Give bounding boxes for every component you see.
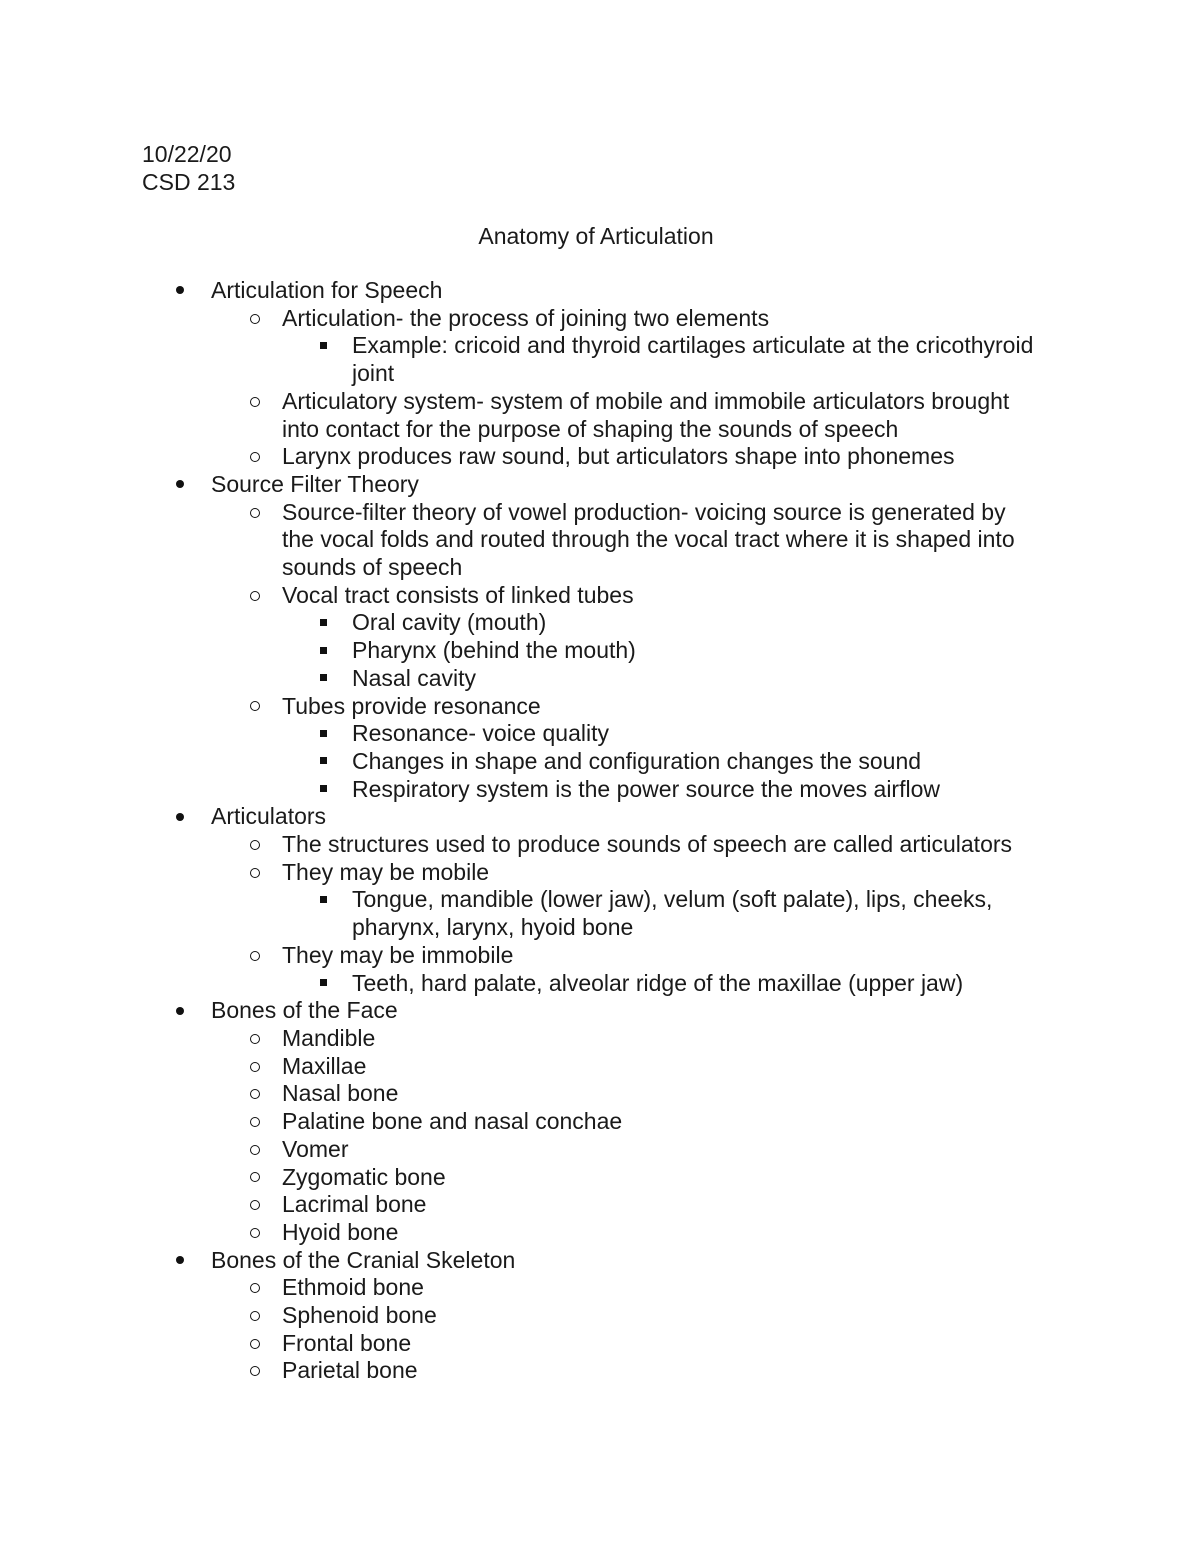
outline-item-level-2 <box>0 526 1200 554</box>
outline-item-level-3 <box>0 748 1200 776</box>
course-line: CSD 213 <box>142 169 236 195</box>
outline-item-level-3 <box>0 665 1200 693</box>
outline-item-level-2 <box>0 859 1200 887</box>
outline-item-level-2 <box>0 1164 1200 1192</box>
filled-circle-bullet-icon <box>170 1247 190 1275</box>
filled-square-bullet-icon <box>313 748 333 776</box>
outline-item-level-2 <box>0 1136 1200 1164</box>
outline-item-level-1 <box>0 803 1200 831</box>
outline-item-text: Articulation- the process of joining two elements <box>282 304 770 331</box>
outline-item-text: Respiratory system is the power source the moves airflow <box>352 775 940 802</box>
outline-item-level-2 <box>0 416 1200 444</box>
outline-item-level-2 <box>0 443 1200 471</box>
outline-item-text: Lacrimal bone <box>282 1191 427 1218</box>
hollow-circle-bullet-icon <box>245 499 265 527</box>
outline-item-text: Pharynx (behind the mouth) <box>352 637 636 664</box>
outline-item-level-2 <box>0 305 1200 333</box>
outline-item-level-2 <box>0 693 1200 721</box>
hollow-circle-bullet-icon <box>245 859 265 887</box>
hollow-circle-bullet-icon <box>245 388 265 416</box>
outline-item-level-2 <box>0 1274 1200 1302</box>
hollow-circle-bullet-icon <box>245 1219 265 1247</box>
hollow-circle-bullet-icon <box>245 443 265 471</box>
filled-circle-bullet-icon <box>170 277 190 305</box>
outline-item-text: Mandible <box>282 1024 376 1051</box>
outline-item-text: sounds of speech <box>282 554 463 581</box>
page-title: Anatomy of Articulation <box>478 223 714 249</box>
outline-item-text: Tongue, mandible (lower jaw), velum (soft palate), lips, cheeks, <box>352 886 993 913</box>
filled-circle-bullet-icon <box>170 803 190 831</box>
outline-item-level-2 <box>0 388 1200 416</box>
outline-item-text: Sphenoid bone <box>282 1302 437 1329</box>
outline-item-text: The structures used to produce sounds of speech are called articulators <box>282 831 1013 858</box>
outline-item-text: Nasal bone <box>282 1080 399 1107</box>
outline-item-level-3 <box>0 332 1200 360</box>
outline-item-text: Vomer <box>282 1135 349 1162</box>
outline-item-level-2 <box>0 1191 1200 1219</box>
hollow-circle-bullet-icon <box>245 1164 265 1192</box>
outline-item-text: Articulatory system- system of mobile and immobile articulators brought <box>282 387 1010 414</box>
hollow-circle-bullet-icon <box>245 1108 265 1136</box>
outline-item-level-1 <box>0 471 1200 499</box>
filled-square-bullet-icon <box>313 332 333 360</box>
outline-item-level-1 <box>0 277 1200 305</box>
outline-item-text: Oral cavity (mouth) <box>352 609 547 636</box>
outline-item-text: the vocal folds and routed through the vocal tract where it is shaped into <box>282 526 1015 553</box>
document-header <box>142 140 235 196</box>
outline-item-text: Vocal tract consists of linked tubes <box>282 581 634 608</box>
filled-square-bullet-icon <box>313 970 333 998</box>
filled-square-bullet-icon <box>313 720 333 748</box>
outline-item-level-2 <box>0 1080 1200 1108</box>
filled-square-bullet-icon <box>313 665 333 693</box>
hollow-circle-bullet-icon <box>245 1302 265 1330</box>
outline-item-level-1 <box>0 997 1200 1025</box>
outline-item-level-2 <box>0 1053 1200 1081</box>
hollow-circle-bullet-icon <box>245 942 265 970</box>
outline-item-text: Resonance- voice quality <box>352 720 609 747</box>
outline-item-level-3 <box>0 886 1200 914</box>
hollow-circle-bullet-icon <box>245 582 265 610</box>
outline-item-text: into contact for the purpose of shaping the sounds of speech <box>282 415 899 442</box>
outline-item-text: Bones of the Face <box>211 997 398 1024</box>
outline-item-text: Tubes provide resonance <box>282 692 541 719</box>
hollow-circle-bullet-icon <box>245 1274 265 1302</box>
filled-square-bullet-icon <box>313 609 333 637</box>
outline-item-level-2 <box>0 499 1200 527</box>
outline-item-level-3 <box>0 637 1200 665</box>
hollow-circle-bullet-icon <box>245 1053 265 1081</box>
filled-square-bullet-icon <box>313 776 333 804</box>
outline-item-level-2 <box>0 942 1200 970</box>
hollow-circle-bullet-icon <box>245 1080 265 1108</box>
outline-item-text: Source-filter theory of vowel production- voicing source is generated by <box>282 498 1006 525</box>
filled-circle-bullet-icon <box>170 997 190 1025</box>
outline-item-text: Source Filter Theory <box>211 470 419 497</box>
outline-item-level-2 <box>0 1025 1200 1053</box>
hollow-circle-bullet-icon <box>245 305 265 333</box>
outline-item-level-3 <box>0 360 1200 388</box>
outline-item-level-2 <box>0 554 1200 582</box>
outline-item-text: Ethmoid bone <box>282 1274 424 1301</box>
outline-item-text: Nasal cavity <box>352 664 476 691</box>
outline-item-text: Teeth, hard palate, alveolar ridge of the maxillae (upper jaw) <box>352 969 964 996</box>
outline-item-level-2 <box>0 831 1200 859</box>
outline-item-text: Bones of the Cranial Skeleton <box>211 1246 516 1273</box>
filled-circle-bullet-icon <box>170 471 190 499</box>
hollow-circle-bullet-icon <box>245 831 265 859</box>
hollow-circle-bullet-icon <box>245 1025 265 1053</box>
hollow-circle-bullet-icon <box>245 1136 265 1164</box>
outline-item-level-3 <box>0 720 1200 748</box>
outline-item-text: Zygomatic bone <box>282 1163 446 1190</box>
outline-item-level-3 <box>0 776 1200 804</box>
outline-item-text: Maxillae <box>282 1052 367 1079</box>
notes-outline <box>0 277 1200 1385</box>
outline-item-level-2 <box>0 1357 1200 1385</box>
outline-item-level-1 <box>0 1247 1200 1275</box>
outline-item-level-3 <box>0 970 1200 998</box>
outline-item-level-3 <box>0 914 1200 942</box>
outline-item-text: Hyoid bone <box>282 1218 399 1245</box>
outline-item-text: Frontal bone <box>282 1329 412 1356</box>
outline-item-text: They may be immobile <box>282 941 514 968</box>
outline-item-level-2 <box>0 1108 1200 1136</box>
outline-item-text: Changes in shape and configuration changes the sound <box>352 747 922 774</box>
outline-item-text: They may be mobile <box>282 858 490 885</box>
date-line: 10/22/20 <box>142 141 232 167</box>
hollow-circle-bullet-icon <box>245 693 265 721</box>
outline-item-level-2 <box>0 1330 1200 1358</box>
hollow-circle-bullet-icon <box>245 1330 265 1358</box>
hollow-circle-bullet-icon <box>245 1191 265 1219</box>
outline-item-text: Articulation for Speech <box>211 277 443 303</box>
outline-item-text: Parietal bone <box>282 1357 418 1384</box>
outline-item-level-2 <box>0 1219 1200 1247</box>
filled-square-bullet-icon <box>313 886 333 914</box>
outline-item-text: Palatine bone and nasal conchae <box>282 1108 623 1135</box>
outline-item-level-2 <box>0 1302 1200 1330</box>
outline-item-text: Larynx produces raw sound, but articulators shape into phonemes <box>282 443 955 470</box>
filled-square-bullet-icon <box>313 637 333 665</box>
outline-item-text: pharynx, larynx, hyoid bone <box>352 914 634 941</box>
outline-item-text: Example: cricoid and thyroid cartilages articulate at the cricothyroid <box>352 332 1034 359</box>
outline-item-level-3 <box>0 609 1200 637</box>
hollow-circle-bullet-icon <box>245 1357 265 1385</box>
outline-item-text: joint <box>352 360 395 387</box>
outline-item-text: Articulators <box>211 803 327 830</box>
outline-item-level-2 <box>0 582 1200 610</box>
